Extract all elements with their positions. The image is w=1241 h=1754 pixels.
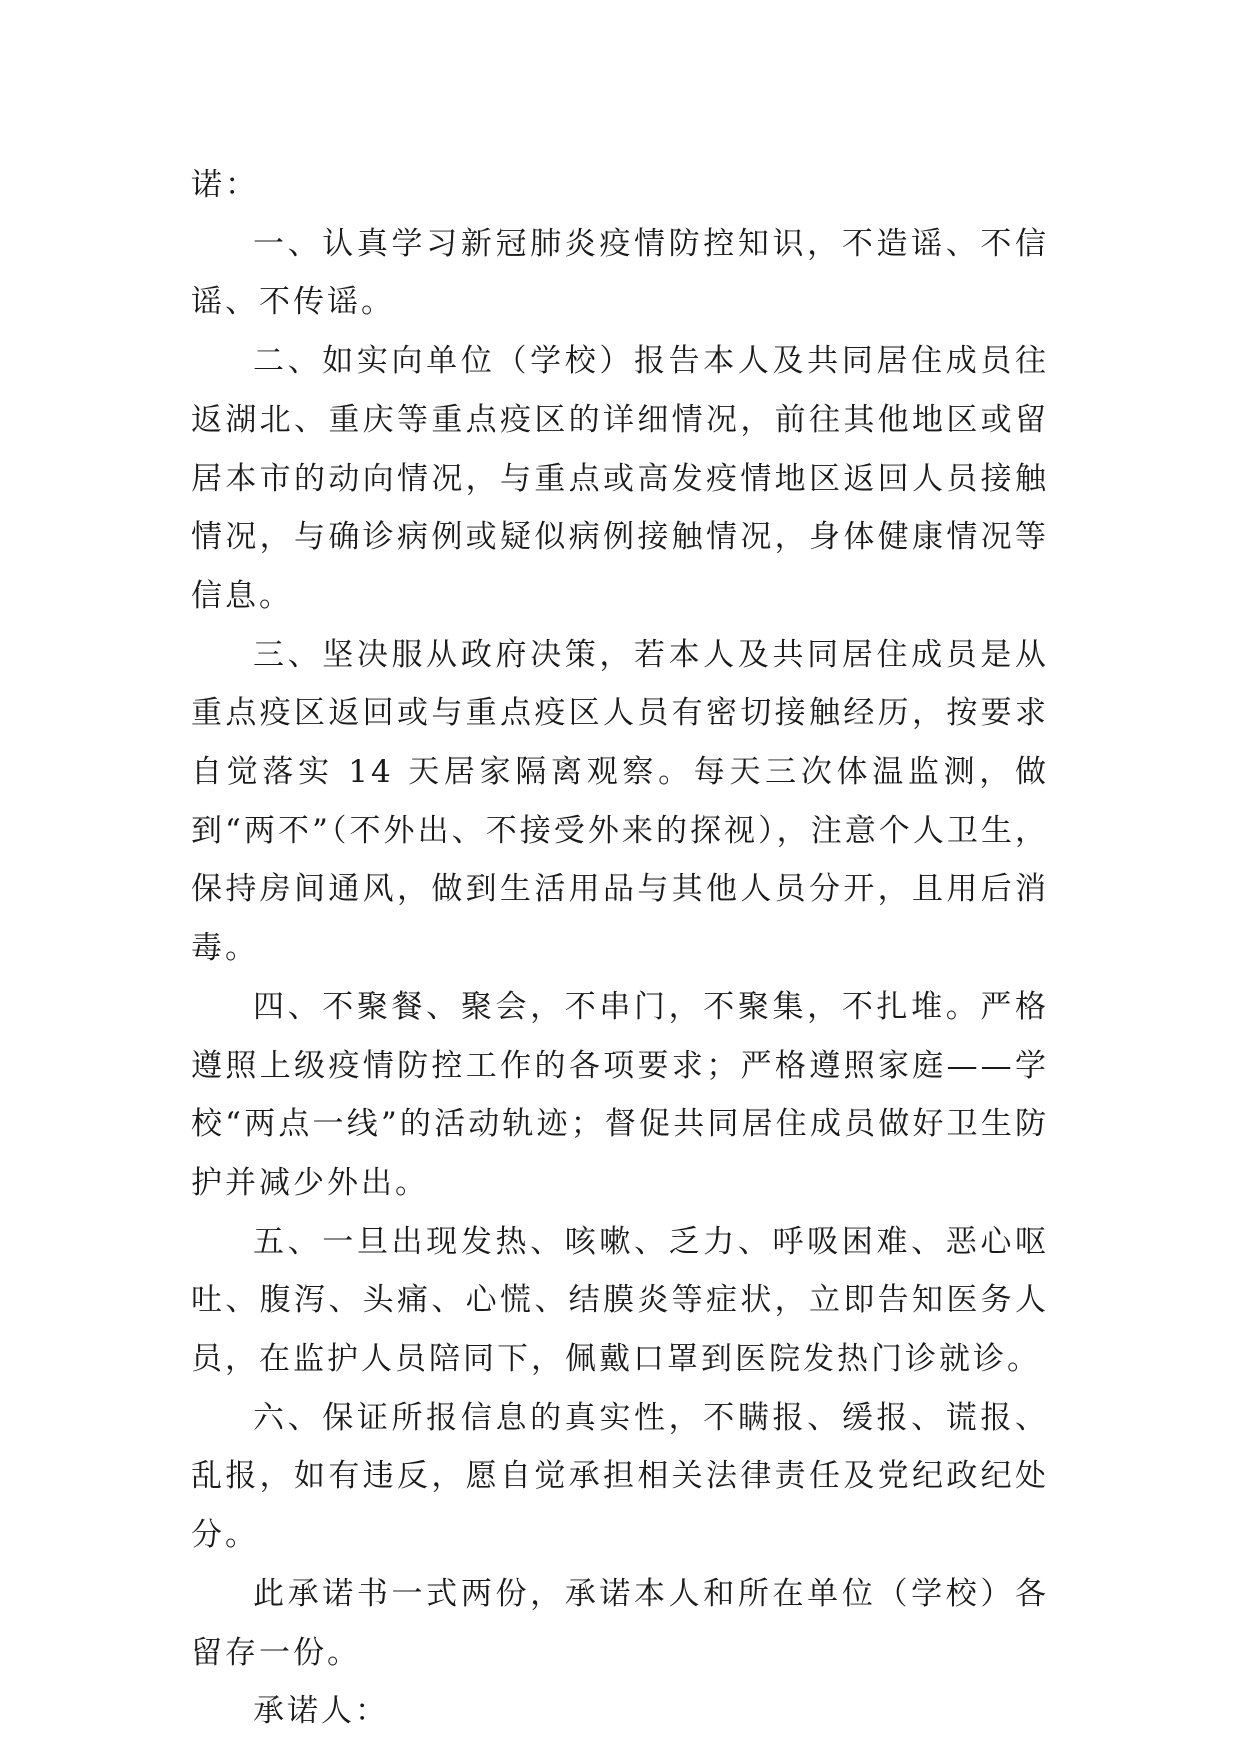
- clause-1: 一、认真学习新冠肺炎疫情防控知识，不造谣、不信谣、不传谣。: [191, 225, 1049, 321]
- copies-note: 此承诺书一式两份，承诺本人和所在单位（学校）各留存一份。: [191, 1575, 1049, 1671]
- signature-label: 承诺人：: [253, 1693, 389, 1730]
- clause-6: 六、保证所报信息的真实性，不瞒报、缓报、谎报、乱报，如有违反，愿自觉承担相关法律责任及党纪政纪处分。: [191, 1399, 1049, 1554]
- clause-3: 三、坚决服从政府决策，若本人及共同居住成员是从重点疫区返回或与重点疫区人员有密切接触经历，按要求自觉落实 14 天居家隔离观察。每天三次体温监测，做到“两不”（不外出、不接受外来的探视），注意个人卫生，保持房间通风，做到生活用品与其他人员分开，且用后消毒。: [191, 636, 1049, 967]
- document-body: [191, 156, 1049, 1741]
- clause-5: 五、一旦出现发热、咳嗽、乏力、呼吸困难、恶心呕吐、腹泻、头痛、心慌、结膜炎等症状，立即告知医务人员，在监护人员陪同下，佩戴口罩到医院发热门诊就诊。: [191, 1223, 1049, 1378]
- clause-2: 二、如实向单位（学校）报告本人及共同居住成员往返湖北、重庆等重点疫区的详细情况，前往其他地区或留居本市的动向情况，与重点或高发疫情地区返回人员接触情况，与确诊病例或疑似病例接触情况，身体健康情况等信息。: [191, 343, 1049, 614]
- opening-line: 诺：: [191, 167, 259, 203]
- clause-4: 四、不聚餐、聚会，不串门，不聚集，不扎堆。严格遵照上级疫情防控工作的各项要求；严格遵照家庭——学校“两点一线”的活动轨迹；督促共同居住成员做好卫生防护并减少外出。: [191, 988, 1049, 1201]
